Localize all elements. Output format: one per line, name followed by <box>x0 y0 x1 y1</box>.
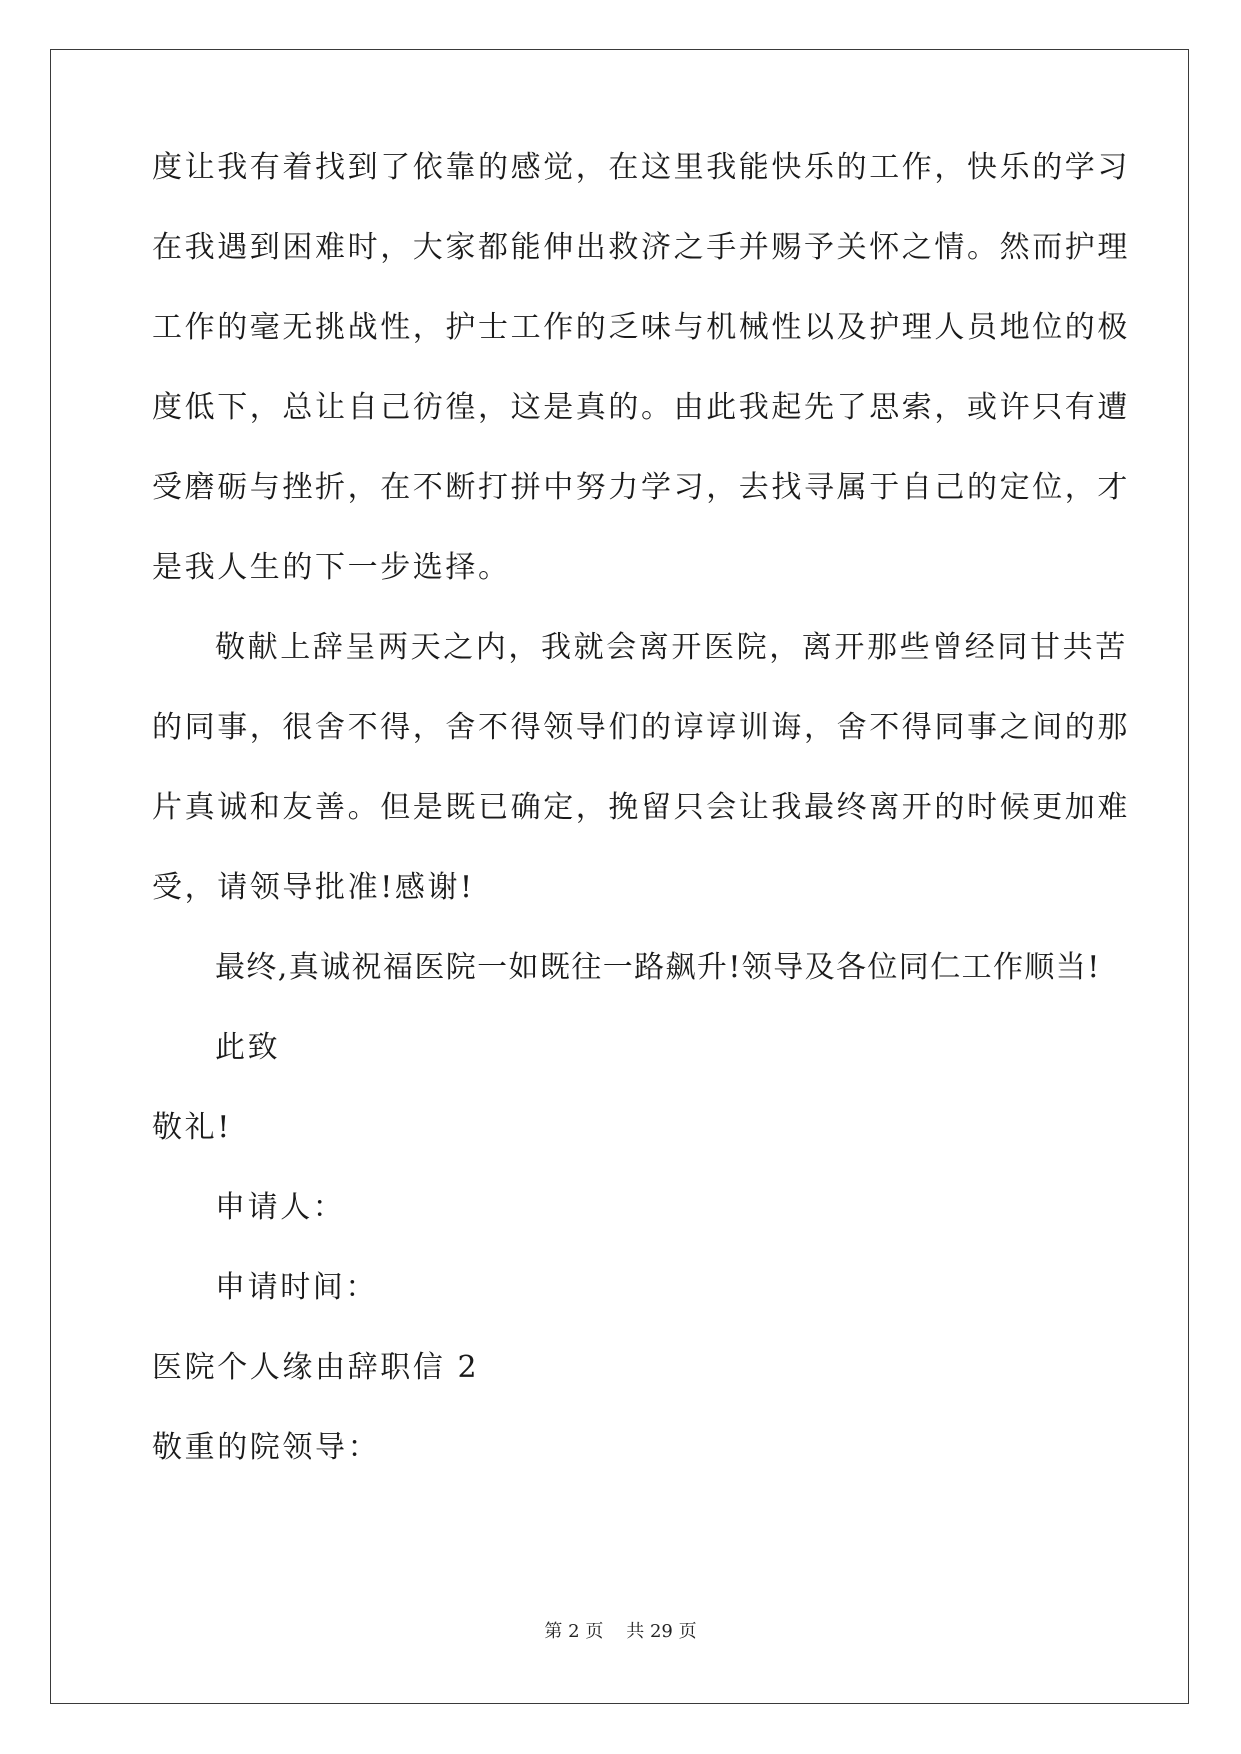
greeting-line: 敬重的院领导： <box>152 1430 381 1465</box>
body-line-2: 在我遇到困难时，大家都能伸出救济之手并赐予关怀之情。然而护理 <box>152 230 1130 265</box>
closing-regards: 敬礼! <box>152 1110 232 1145</box>
body-line-8: 的同事，很舍不得，舍不得领导们的谆谆训诲，舍不得同事之间的那 <box>152 710 1130 745</box>
closing-salutation: 此致 <box>215 1030 281 1065</box>
body-line-11: 最终,真诚祝福医院一如既往一路飙升!领导及各位同仁工作顺当! <box>215 950 1101 985</box>
body-line-6: 是我人生的下一步选择。 <box>152 550 511 585</box>
body-line-10: 受，请领导批准!感谢! <box>152 870 475 905</box>
body-line-7: 敬献上辞呈两天之内，我就会离开医院，离开那些曾经同甘共苦 <box>215 630 1128 665</box>
applicant-label: 申请人： <box>215 1190 346 1225</box>
page-footer <box>0 1620 1241 1644</box>
body-line-3: 工作的毫无挑战性，护士工作的乏味与机械性以及护理人员地位的极 <box>152 310 1130 345</box>
section-title: 医院个人缘由辞职信 2 <box>152 1350 480 1385</box>
body-line-4: 度低下，总让自己彷徨，这是真的。由此我起先了思索，或许只有遭 <box>152 390 1130 425</box>
application-date-label: 申请时间： <box>215 1270 378 1305</box>
page-number: 第 2 页 <box>544 1621 604 1642</box>
body-line-9: 片真诚和友善。但是既已确定，挽留只会让我最终离开的时候更加难 <box>152 790 1130 825</box>
body-line-5: 受磨砺与挫折，在不断打拼中努力学习，去找寻属于自己的定位，才 <box>152 470 1130 505</box>
body-line-1: 度让我有着找到了依靠的感觉，在这里我能快乐的工作，快乐的学习 <box>152 150 1130 185</box>
page-total: 共 29 页 <box>626 1621 697 1642</box>
